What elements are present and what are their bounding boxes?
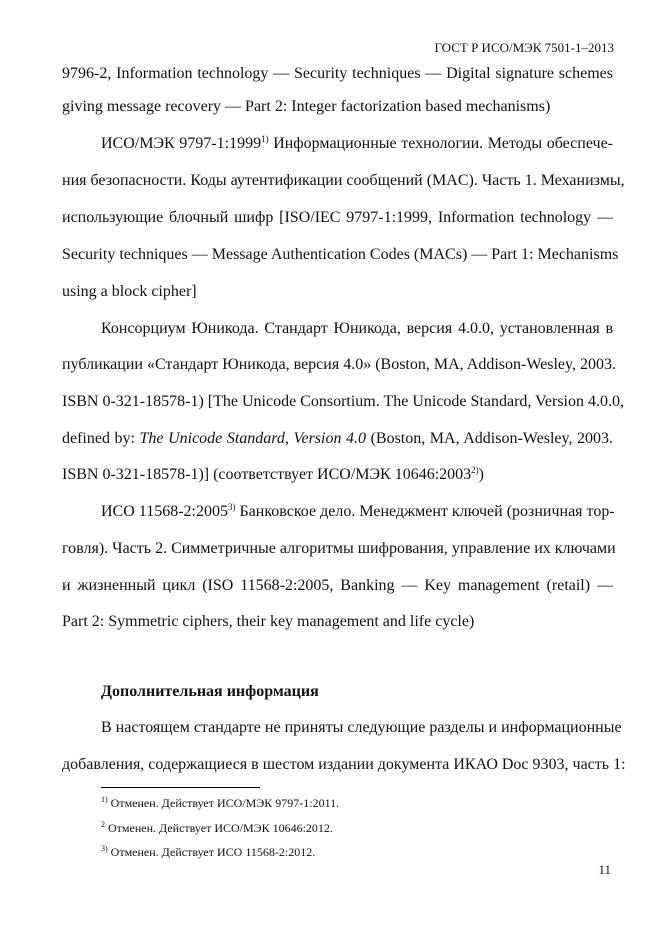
ref-text: Информационные технологии. Методы обеспече- [268, 135, 613, 152]
ref-line: 9796-2, Information technology — Security techniques — Digital signature schemes [62, 65, 613, 82]
footnote-text: Отменен. Действует ИСО/МЭК 10646:2012. [105, 821, 333, 835]
ref-line: ISBN 0-321-18578-1) [The Unicode Consortium. The Unicode Standard, Version 4.0.0, [62, 393, 624, 410]
ref-text: ) [478, 466, 484, 483]
section-heading: Дополнительная информация [101, 683, 319, 700]
ref-code: ИСО 11568-2:2005 [101, 503, 228, 520]
ref-line: ния безопасности. Коды аутентификации сообщений (MAC). Часть 1. Механизмы, [62, 172, 625, 189]
ref-line [101, 134, 613, 154]
ref-line: using a block cipher] [62, 283, 197, 300]
ref-line [101, 502, 613, 522]
running-header: ГОСТ Р ИСО/МЭК 7501-1–2013 [434, 40, 614, 55]
ref-line: Part 2: Symmetric ciphers, their key management and life cycle) [62, 613, 475, 630]
footnote [101, 795, 339, 811]
ref-code: ИСО/МЭК 9797-1:1999 [101, 135, 262, 152]
ref-line: использующие блочный шифр [ISO/IEC 9797-1:1999, Information technology — [62, 209, 613, 226]
ref-line [62, 429, 613, 449]
ref-text: ISBN 0-321-18578-1)] (соответствует ИСО/МЭК 10646:2003 [62, 466, 472, 483]
footnote-text: Отменен. Действует ИСО/МЭК 9797-1:2011. [107, 796, 340, 810]
footnote-ref: 2) [471, 465, 479, 475]
paragraph-line: добавления, содержащиеся в шестом издании документа ИКАО Doc 9303, часть 1: [62, 756, 626, 773]
ref-text: (Boston, MA, Addison-Wesley, 2003. [366, 430, 614, 447]
footnote-mark: 3) [101, 844, 108, 853]
paragraph-line: В настоящем стандарте не приняты следующие разделы и информационные [101, 719, 622, 736]
ref-line: Консорциум Юникода. Стандарт Юникода, версия 4.0.0, установленная в [101, 320, 613, 337]
footnote [101, 844, 315, 860]
ref-line: Security techniques — Message Authentication Codes (MACs) — Part 1: Mechanisms [62, 246, 619, 263]
footnote-mark: 2 [101, 820, 105, 829]
ref-text: Банковское дело. Менеджмент ключей (розничная тор- [235, 503, 615, 520]
ref-line [62, 465, 613, 485]
ref-line: публикации «Стандарт Юникода, версия 4.0» (Boston, MA, Addison-Wesley, 2003. [62, 356, 616, 373]
footnote-mark: 1) [101, 795, 108, 804]
page-number: 11 [598, 862, 611, 877]
footnote-ref: 1) [261, 134, 269, 144]
ref-line: говля). Часть 2. Симметричные алгоритмы шифрования, управление их ключами [62, 540, 616, 557]
ref-line: giving message recovery — Part 2: Integer factorization based mechanisms) [62, 98, 551, 115]
ref-text: defined by: [62, 430, 140, 447]
ref-title-italic: The Unicode Standard, Version 4.0 [139, 430, 367, 447]
footnote-separator [101, 787, 260, 788]
footnote-ref: 3) [227, 502, 236, 512]
footnote-text: Отменен. Действует ИСО 11568-2:2012. [107, 845, 316, 859]
ref-line: и жизненный цикл (ISO 11568-2:2005, Banking — Key management (retail) — [62, 577, 613, 594]
footnote [101, 820, 333, 836]
